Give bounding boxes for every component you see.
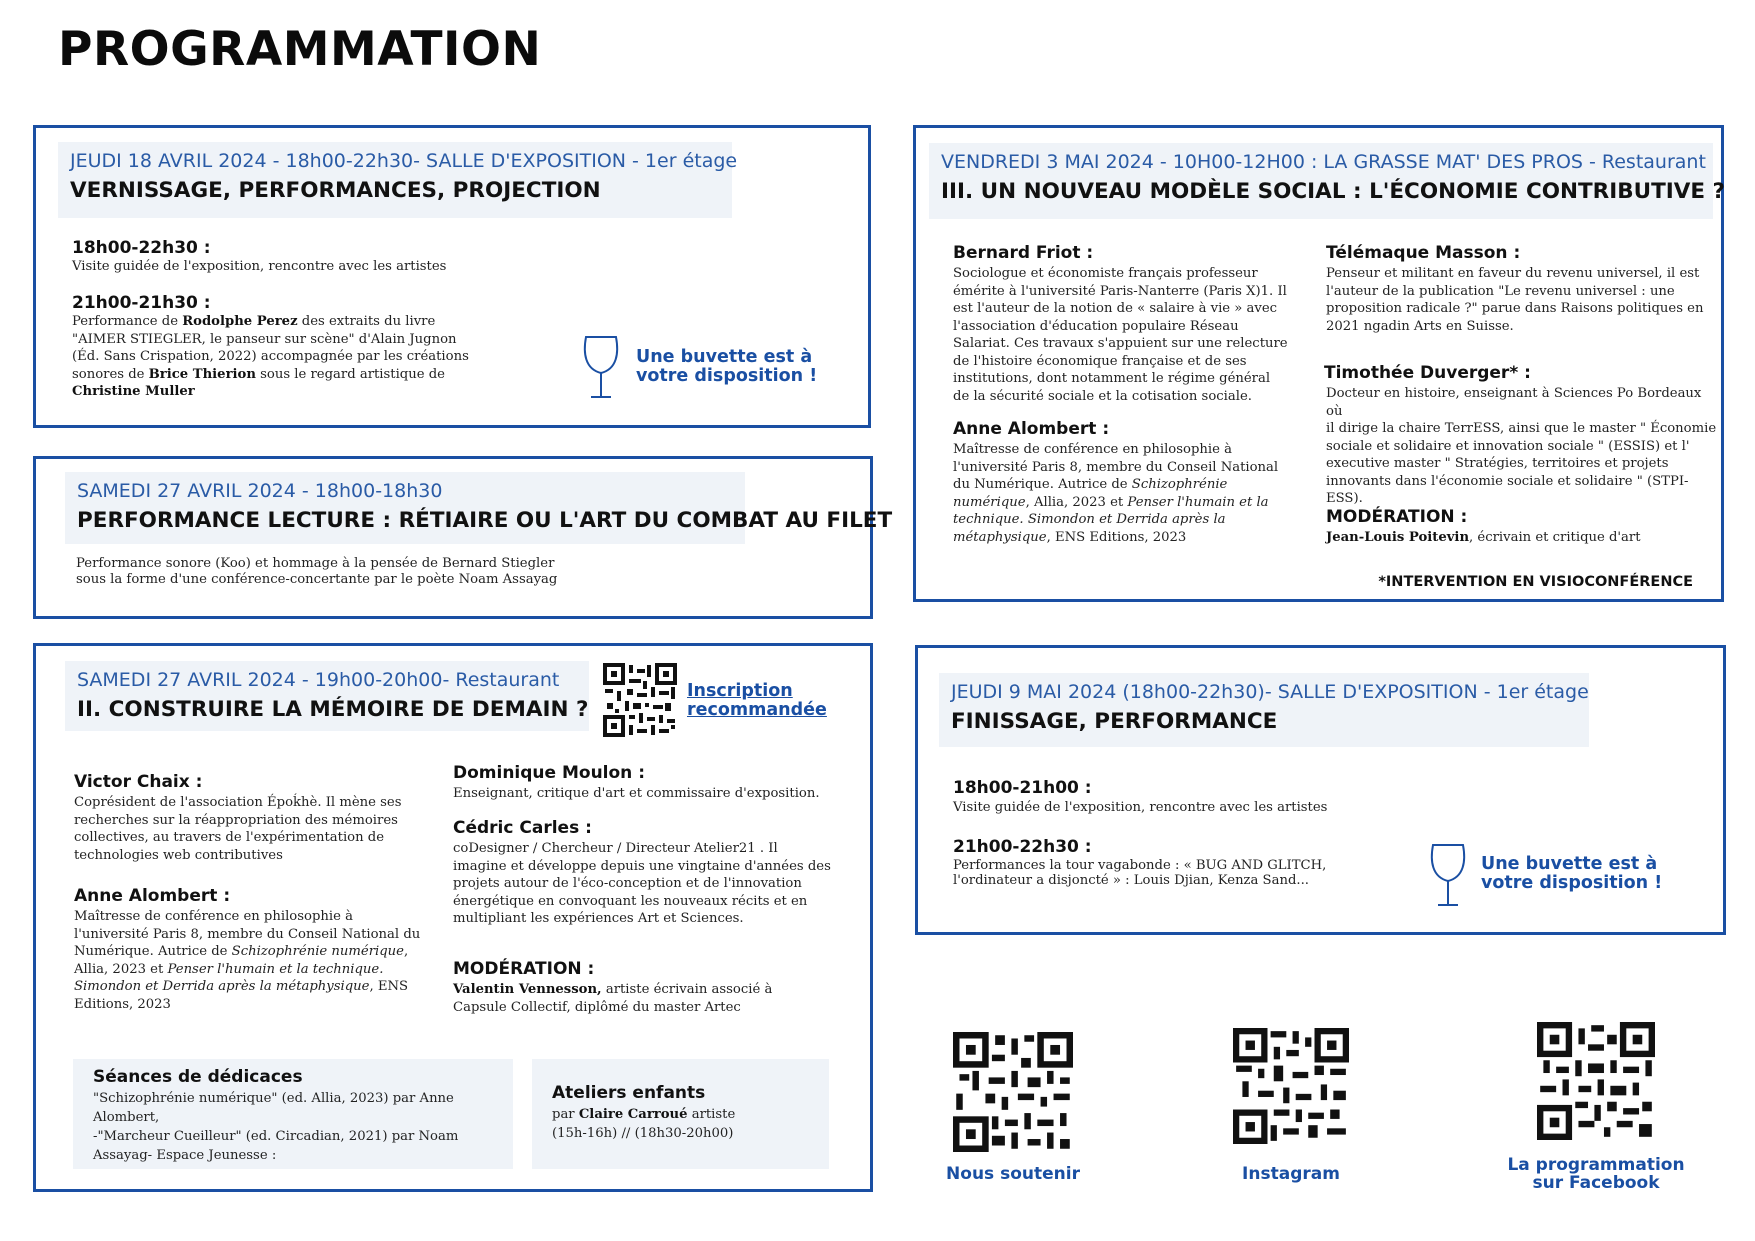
speaker-name: Anne Alombert : — [74, 886, 231, 906]
speaker-name: Bernard Friot : — [953, 243, 1094, 263]
event-header — [929, 143, 1726, 219]
moderation-text: Jean-Louis Poitevin, écrivain et critique d'art — [1326, 530, 1641, 545]
event-card-performance-lecture — [33, 456, 893, 619]
speaker-bio: Maîtresse de conférence en philosophie à l'université Paris 8, membre du Conseil National du Numérique. Autrice de Schizophrénie numérique, Allia, 2023 et Penser l'humain et la technique. Simondon et Derrida après la métaphysique, ENS Editions, 2023 — [74, 909, 421, 1012]
event-card-economie-contributive — [913, 125, 1724, 602]
qr-label-soutenir[interactable]: Nous soutenir — [946, 1164, 1080, 1184]
speaker-name: Timothée Duverger* : — [1324, 363, 1531, 383]
qr-code-icon[interactable] — [603, 663, 677, 737]
qr-label-facebook[interactable]: La programmation sur Facebook — [1507, 1155, 1685, 1193]
buvette-notice: Une buvette est à votre disposition ! — [636, 347, 818, 386]
ateliers-title: Ateliers enfants — [552, 1083, 706, 1103]
speaker-name: Télémaque Masson : — [1326, 243, 1521, 263]
schedule-time: 18h00-21h00 : — [953, 778, 1092, 798]
schedule-text: Performances la tour vagabonde : « BUG AND GLITCH, l'ordinateur a disjoncté » : Louis Djian, Kenza Sand... — [953, 858, 1327, 888]
qr-label-instagram[interactable]: Instagram — [1242, 1164, 1340, 1184]
qr-code-icon[interactable] — [1233, 1028, 1349, 1144]
event-card-vernissage — [33, 125, 871, 428]
event-title: PERFORMANCE LECTURE : RÉTIAIRE OU L'ART DU COMBAT AU FILET — [77, 508, 893, 533]
event-header — [939, 673, 1589, 747]
moderation-title: MODÉRATION : — [1326, 507, 1468, 527]
inscription-link[interactable]: Inscription recommandée — [687, 681, 827, 720]
event-date: VENDREDI 3 MAI 2024 - 10H00-12H00 : LA GRASSE MAT' DES PROS - Restaurant — [941, 151, 1706, 173]
moderation-text: Valentin Vennesson, artiste écrivain associé à Capsule Collectif, diplômé du master Artec — [453, 982, 773, 1015]
event-card-memoire — [33, 643, 873, 1192]
schedule-text: Visite guidée de l'exposition, rencontre avec les artistes — [953, 800, 1328, 815]
ateliers-text: par Claire Carroué artiste (15h-16h) // (18h30-20h00) — [552, 1107, 736, 1141]
event-date: SAMEDI 27 AVRIL 2024 - 18h00-18h30 — [77, 480, 443, 502]
speaker-bio: coDesigner / Chercheur / Directeur Atelier21 . Il imagine et développe depuis une vingtaine d'années des projets autour de l'éco-conception et de l'innovation énergétique en convoquant les nouveaux récits et en multipliant les expériences Art et Sciences. — [453, 841, 831, 926]
schedule-time: 18h00-22h30 : — [72, 238, 211, 258]
event-title: III. UN NOUVEAU MODÈLE SOCIAL : L'ÉCONOMIE CONTRIBUTIVE ? — [941, 179, 1726, 204]
speaker-bio: Maîtresse de conférence en philosophie à l'université Paris 8, membre du Conseil National du Numérique. Autrice de Schizophrénie numérique, Allia, 2023 et Penser l'humain et la technique. Simondon et Derrida après la métaphysique, ENS Editions, 2023 — [953, 442, 1279, 545]
moderation-title: MODÉRATION : — [453, 959, 595, 979]
event-card-finissage — [915, 645, 1726, 935]
event-title: VERNISSAGE, PERFORMANCES, PROJECTION — [70, 178, 601, 203]
event-description: Performance sonore (Koo) et hommage à la pensée de Bernard Stiegler sous la forme d'une conférence-concertante par le poète Noam Assayag — [76, 556, 558, 587]
speaker-name: Cédric Carles : — [453, 818, 592, 838]
speaker-bio: Penseur et militant en faveur du revenu universel, il est l'auteur de la publication "Le revenu universel : une proposition radicale ?" parue dans Raisons politiques en 2021 ngadin Arts en Suisse. — [1326, 266, 1704, 334]
speaker-bio: Coprésident de l'association Époḱhè. Il mène ses recherches sur la réappropriation des mémoires collectives, au travers de l'expérimentation de technologies web contributives — [74, 795, 402, 863]
event-header — [65, 661, 589, 731]
schedule-time: 21h00-22h30 : — [953, 837, 1092, 857]
schedule-text: Performance de Rodolphe Perez des extraits du livre "AIMER STIEGLER, le panseur sur scène" d'Alain Jugnon (Éd. Sans Crispation, 2022) accompagnée par les créations sonores de Brice Thierion sous le regard artistique de Christine Muller — [72, 314, 469, 399]
event-date: JEUDI 18 AVRIL 2024 - 18h00-22h30- SALLE D'EXPOSITION - 1er étage — [70, 150, 738, 172]
speaker-name: Anne Alombert : — [953, 419, 1110, 439]
wine-glass-icon — [1428, 843, 1468, 909]
wine-glass-icon — [581, 335, 621, 401]
event-title: FINISSAGE, PERFORMANCE — [951, 709, 1278, 734]
event-header — [65, 472, 893, 544]
ateliers-box — [532, 1059, 829, 1169]
event-date: JEUDI 9 MAI 2024 (18h00-22h30)- SALLE D'EXPOSITION - 1er étage — [951, 681, 1589, 703]
qr-code-icon[interactable] — [953, 1032, 1073, 1152]
qr-code-icon[interactable] — [1537, 1022, 1655, 1140]
event-title: II. CONSTRUIRE LA MÉMOIRE DE DEMAIN ? — [77, 697, 589, 722]
dedicaces-text: "Schizophrénie numérique" (ed. Allia, 2023) par Anne Alombert, -"Marcheur Cueilleur" (ed. Circadian, 2021) par Noam Assayag- Espace Jeunesse : — [93, 1091, 459, 1163]
speaker-bio: Sociologue et économiste français professeur émérite à l'université Paris-Nanterre (Paris X)1. Il est l'auteur de la notion de « salaire à vie » avec l'association d'éducation populaire Réseau Salariat. Ces travaux s'appuient sur une relecture de l'histoire économique française et de ses institutions, dont notamment le régime général de la sécurité sociale et la cotisation sociale. — [953, 266, 1288, 404]
visio-note: *INTERVENTION EN VISIOCONFÉRENCE — [1378, 574, 1693, 590]
event-header — [58, 142, 738, 218]
event-date: SAMEDI 27 AVRIL 2024 - 19h00-20h00- Restaurant — [77, 669, 560, 691]
speaker-name: Dominique Moulon : — [453, 763, 646, 783]
page-title: PROGRAMMATION — [58, 22, 542, 77]
dedicaces-box — [73, 1059, 513, 1169]
schedule-time: 21h00-21h30 : — [72, 293, 211, 313]
schedule-text: Visite guidée de l'exposition, rencontre avec les artistes — [72, 259, 447, 274]
buvette-notice: Une buvette est à votre disposition ! — [1481, 854, 1663, 893]
dedicaces-title: Séances de dédicaces — [93, 1067, 303, 1087]
speaker-name: Victor Chaix : — [74, 772, 203, 792]
speaker-bio: Enseignant, critique d'art et commissaire d'exposition. — [453, 786, 820, 801]
speaker-bio: Docteur en histoire, enseignant à Sciences Po Bordeaux où il dirige la chaire TerrESS, ainsi que le master " Économie sociale et solidaire et innovation sociale " (ESSIS) et l' executive master " Stratégies, territoires et projets innovants dans l'économie sociale et solidaire " (STPI-ESS). — [1326, 386, 1717, 506]
